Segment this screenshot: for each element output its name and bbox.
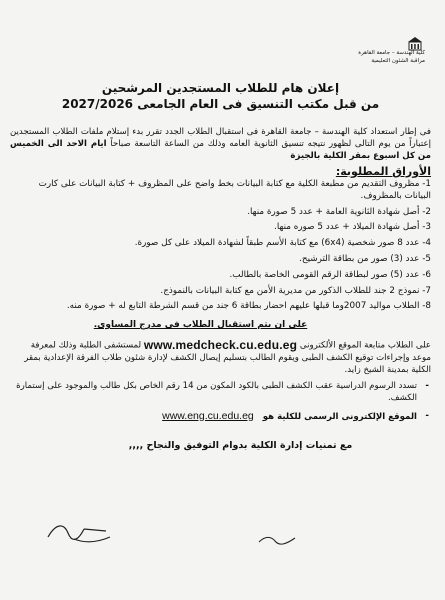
- list-item: 4- عدد 8 صور شخصية (6x4) مع كتابة الأسم طبقاً لشهادة الميلاد على كل صورة.: [134, 238, 431, 249]
- site-label: الموقع الإلكترونى الرسمى للكلية هو: [262, 411, 417, 422]
- signature-right: [255, 533, 301, 547]
- medcheck-link[interactable]: www.medcheck.cu.edu.eg: [143, 338, 298, 353]
- bullet-mark-icon: -: [425, 410, 429, 421]
- letterhead: [10, 0, 431, 62]
- follow-paragraph: [10, 339, 431, 376]
- list-item: 2- أصل شهادة الثانوية العامة + عدد 5 صورة منها.: [247, 206, 431, 217]
- notes-list: [10, 380, 431, 423]
- intro-bold-text: ايام الاحد الى الخميس من كل اسبوع بمقر الكلية بالجيزة: [10, 139, 431, 161]
- fees-note: تسدد الرسوم الدراسية عقب الكشف الطبى بالكود المكون من 14 رقم الخاص بكل طالب والموجود على إستمارة الكشف.: [16, 380, 417, 403]
- follow-prefix: على الطلاب متابعة الموقع الألكترونى: [299, 340, 431, 351]
- faculty-website-link[interactable]: www.eng.cu.edu.eg: [162, 409, 254, 422]
- closing-line: مع تمنيات إدارة الكلية بدوام التوفيق والنجاح ,,,,: [128, 439, 353, 451]
- follow-rest: لمستشفى الطلبة وذلك لمعرفة موعد وإجراءات توقيع الكشف الطبى ويقوم الطالب بتسليم إيصال الكشف لإدارة شئون طلاب الفرقة الإعدادية بمقر الكلية بمدينة الشيخ زايد.: [24, 340, 431, 375]
- list-item: 3- أصل شهادة الميلاد + عدد 5 صوره منها.: [274, 222, 431, 233]
- signature-left: [44, 519, 114, 545]
- list-item: 5- عدد (3) صور من بطاقة الترشيح.: [299, 253, 431, 264]
- required-papers-heading: الأوراق المطلوبة:: [335, 165, 431, 178]
- title-line-1: إعلان هام للطلاب المستجدين المرشحين: [101, 81, 340, 95]
- list-item: [10, 380, 431, 404]
- intro-paragraph: [10, 126, 431, 162]
- university-line: كلية الهندسة – جامعة القاهرة: [358, 50, 425, 56]
- list-item: 8- الطلاب مواليد 2007وما قبلها عليهم احضار بطاقة 6 جند من قسم الشرطة التابع له + صورة منه.: [66, 301, 431, 312]
- department-line: مراقبة الشئون التعليمية: [371, 58, 425, 64]
- list-item: 1- مظروف التقديم من مطبعة الكلية مع كتابة البيانات بخط واضح على المظروف + كتابة البيانات على كارت البيانات بالمظروف.: [38, 179, 431, 201]
- list-item: [10, 410, 431, 423]
- announcement-title: [10, 80, 431, 112]
- list-item: 7- نموذج 2 جند للطلاب الذكور من مديرية الأمن مع كتابة البيانات بالنموذج.: [160, 285, 431, 296]
- required-papers-list: [10, 179, 431, 313]
- title-line-2: من قبل مكتب التنسيق فى العام الجامعى 2027/2026: [61, 97, 380, 111]
- list-item: 6- عدد (5) صور لبطاقة الرقم القومى الخاصة بالطالب.: [229, 269, 431, 280]
- venue-note: على ان يتم استقبال الطلاب فى مدرج المساوى.: [93, 320, 308, 331]
- intro-text: فى إطار استعداد كلية الهندسة – جامعة القاهرة فى استقبال الطلاب الجدد تقرر بدء إستلام ملفات الطلاب المستجدين إعتباراً من يوم التالى لظهور نتيجه تنسيق الثانوية العامه وذلك من الساعة التاسعة صباحاً: [10, 127, 432, 149]
- bullet-mark-icon: -: [425, 380, 429, 391]
